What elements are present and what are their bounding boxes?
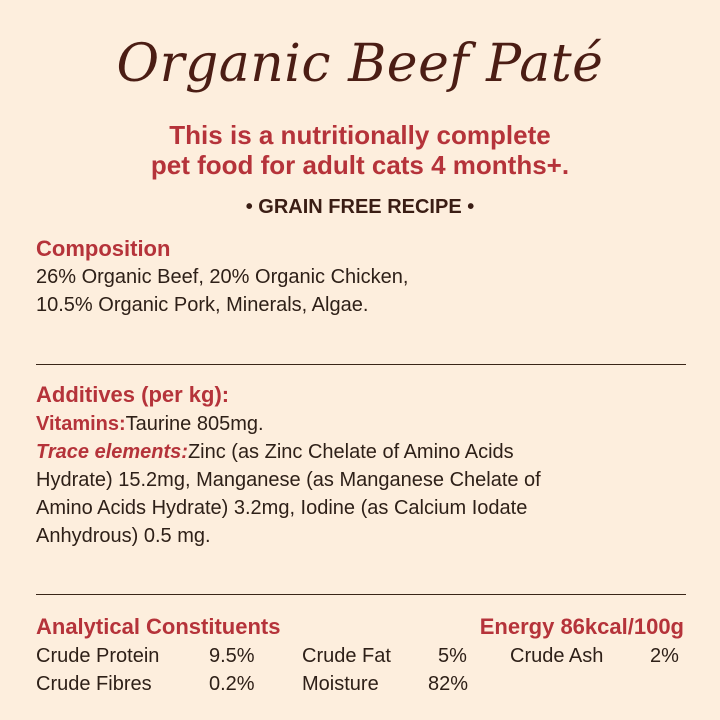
crude-fat-value: 5%	[438, 645, 467, 667]
grain-free-label: • GRAIN FREE RECIPE •	[245, 196, 475, 218]
crude-fibres-value: 0.2%	[209, 673, 255, 695]
vitamins-value: Taurine 805mg.	[125, 413, 264, 435]
additives-heading: Additives (per kg):	[36, 382, 230, 407]
section-divider-2	[36, 594, 686, 595]
composition-line-1: 26% Organic Beef, 20% Organic Chicken,	[36, 266, 409, 288]
trace-line-4: Anhydrous) 0.5 mg.	[36, 525, 211, 547]
vitamins-label: Vitamins:	[36, 413, 126, 435]
product-title: Organic Beef Paté	[116, 34, 604, 94]
constituents-row-2	[36, 670, 684, 698]
trace-value-1: Zinc (as Zinc Chelate of Amino Acids	[187, 441, 514, 463]
vitamins-line	[36, 410, 686, 438]
moisture-value: 82%	[428, 673, 469, 695]
section-divider-1	[36, 364, 686, 365]
composition-text	[36, 263, 686, 319]
additives-text	[36, 410, 686, 550]
crude-ash-value: 2%	[650, 645, 679, 667]
moisture-label: Moisture	[302, 673, 379, 695]
trace-line-3: Amino Acids Hydrate) 3.2mg, Iodine (as Calcium Iodate	[36, 497, 528, 519]
subtitle-line-2: pet food for adult cats 4 months+.	[150, 150, 570, 180]
energy-value: Energy 86kcal/100g	[479, 614, 684, 639]
crude-protein-label: Crude Protein	[36, 645, 160, 667]
trace-line-2: Hydrate) 15.2mg, Manganese (as Manganese Chelate of	[36, 469, 541, 491]
trace-elements-label: Trace elements:	[36, 441, 188, 463]
crude-fat-label: Crude Fat	[302, 645, 391, 667]
constituents-row-1	[36, 642, 684, 670]
trace-line-1	[36, 438, 686, 466]
crude-protein-value: 9.5%	[209, 645, 255, 667]
subtitle-line-1: This is a nutritionally complete	[169, 120, 551, 150]
product-subtitle	[0, 120, 720, 180]
crude-ash-label: Crude Ash	[510, 645, 604, 667]
crude-fibres-label: Crude Fibres	[36, 673, 152, 695]
analytical-heading: Analytical Constituents	[36, 614, 281, 639]
composition-line-2: 10.5% Organic Pork, Minerals, Algae.	[36, 294, 369, 316]
composition-heading: Composition	[36, 236, 171, 261]
